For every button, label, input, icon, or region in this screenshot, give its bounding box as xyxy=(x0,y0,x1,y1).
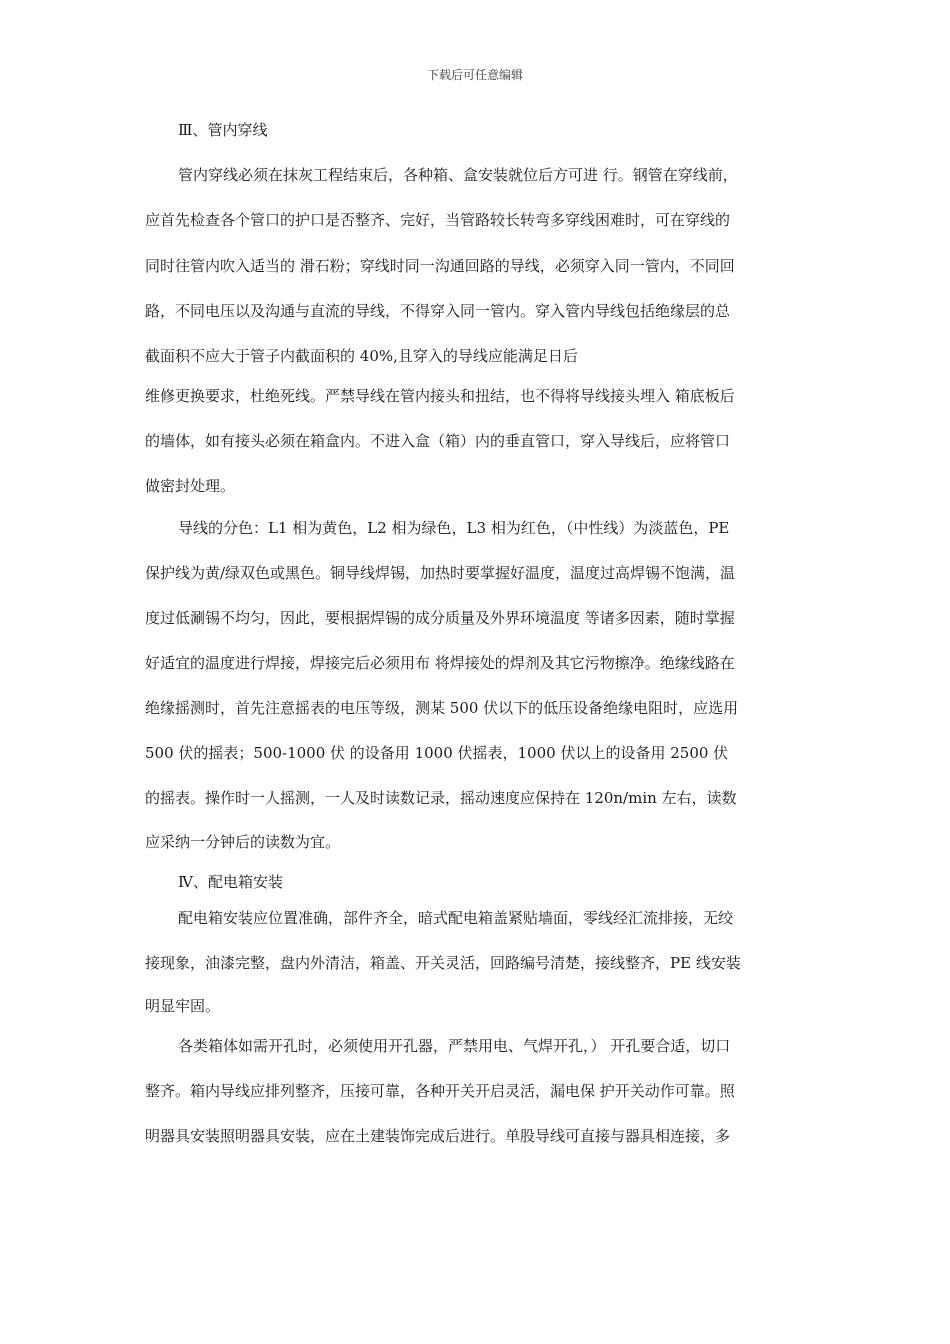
paragraph-line: 维修更换要求，杜绝死线。严禁导线在管内接头和扭结，也不得将导线接头埋入 箱底板后 xyxy=(145,387,735,405)
paragraph-line: 做密封处理。 xyxy=(145,477,236,495)
paragraph-line: 管内穿线必须在抹灰工程结束后，各种箱、盒安装就位后方可进 行。钢管在穿线前， xyxy=(178,166,738,184)
paragraph-line: 绝缘摇测时，首先注意摇表的电压等级，测某 500 伏以下的低压设备绝缘电阻时，应选用 xyxy=(145,699,739,717)
paragraph-line: 好适宜的温度进行焊接，焊接完后必须用布 将焊接处的焊剂及其它污物擦净。绝缘线路在 xyxy=(145,654,735,672)
paragraph-line: 应首先检查各个管口的护口是否整齐、完好，当管路较长转弯多穿线困难时，可在穿线的 xyxy=(145,211,731,229)
paragraph-line: 导线的分色：L1 相为黄色，L2 相为绿色，L3 相为红色，（中性线）为淡蓝色，PE xyxy=(178,519,730,537)
paragraph-line: 接现象，油漆完整，盘内外清洁，箱盖、开关灵活，回路编号清楚，接线整齐，PE 线安装 xyxy=(145,954,741,972)
page-header: 下载后可任意编辑 xyxy=(426,68,523,82)
paragraph-line: 保护线为黄/绿双色或黑色。铜导线焊锡，加热时要掌握好温度，温度过高焊锡不饱满，温 xyxy=(145,564,736,582)
paragraph-line: 应采纳一分钟后的读数为宜。 xyxy=(145,833,341,851)
section-heading: Ⅲ、管内穿线 xyxy=(178,121,268,139)
paragraph-line: 的墙体，如有接头必须在箱盒内。不进入盒（箱）内的垂直管口，穿入导线后，应将管口 xyxy=(145,432,731,450)
paragraph-line: 明器具安装照明器具安装，应在土建装饰完成后进行。单股导线可直接与器具相连接，多 xyxy=(145,1127,731,1145)
paragraph-line: 的摇表。操作时一人摇测，一人及时读数记录，摇动速度应保持在 120n/min 左右，读数 xyxy=(145,789,737,807)
paragraph-line: 明显牢固。 xyxy=(145,997,221,1015)
paragraph-line: 截面积不应大于管子内截面积的 40%,且穿入的导线应能满足日后 xyxy=(145,347,578,365)
paragraph-line: 同时往管内吹入适当的 滑石粉；穿线时同一沟通回路的导线，必须穿入同一管内，不同回 xyxy=(145,257,735,275)
paragraph-line: 度过低涮锡不均匀，因此，要根据焊锡的成分质量及外界环境温度 等诸多因素，随时掌握 xyxy=(145,609,735,627)
paragraph-line: 500 伏的摇表；500-1000 伏 的设备用 1000 伏摇表，1000 伏以上的设备用 2500 伏 xyxy=(145,744,729,762)
paragraph-line: 整齐。箱内导线应排列整齐，压接可靠，各种开关开启灵活，漏电保 护开关动作可靠。照 xyxy=(145,1082,735,1100)
paragraph-line: 配电箱安装应位置准确，部件齐全，暗式配电箱盖紧贴墙面，零线经汇流排接，无绞 xyxy=(178,909,734,927)
section-heading: Ⅳ、配电箱安装 xyxy=(178,873,283,891)
paragraph-line: 各类箱体如需开孔时，必须使用开孔器，严禁用电、气焊开孔，） 开孔要合适，切口 xyxy=(178,1037,731,1055)
paragraph-line: 路，不同电压以及沟通与直流的导线，不得穿入同一管内。穿入管内导线包括绝缘层的总 xyxy=(145,302,731,320)
